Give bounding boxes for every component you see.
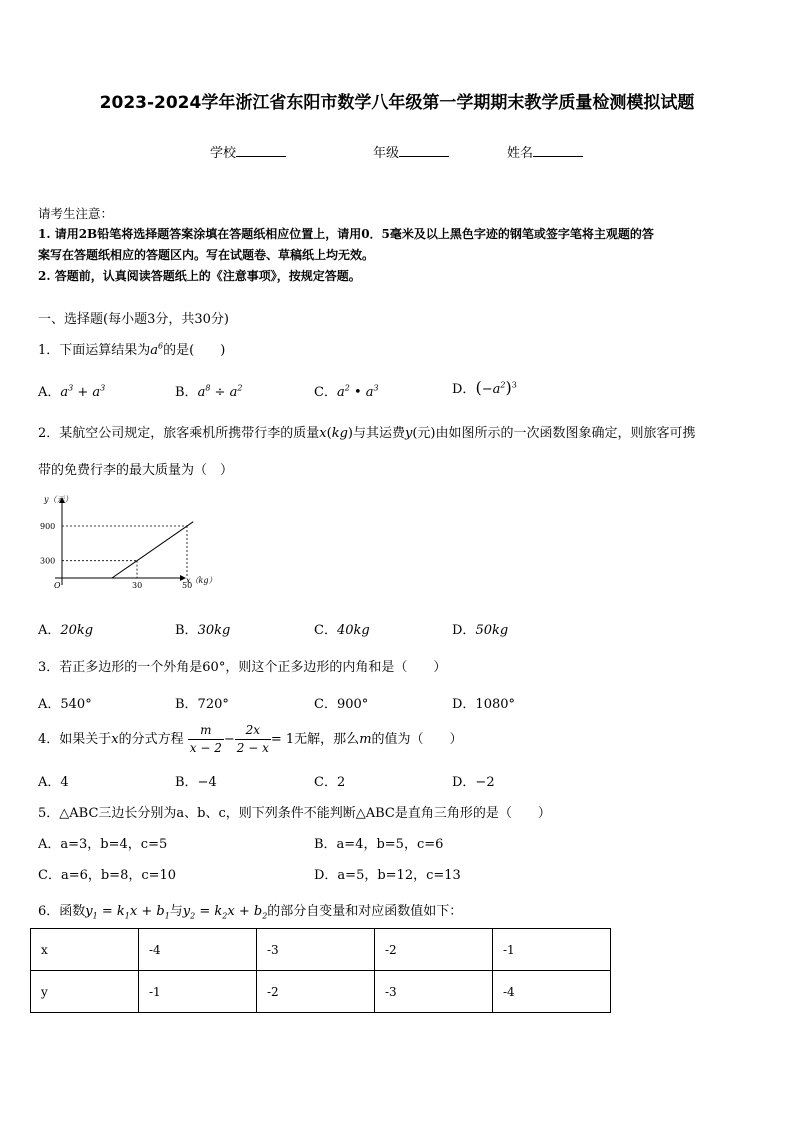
notice-item-2: 2. 答题前，认真阅读答题纸上的《注意事项》，按规定答题。: [38, 269, 361, 283]
question-1-option-a[interactable]: A．$a^3 + a^3$: [38, 383, 106, 400]
notice-item-1-line-1: 1. 请用2B铅笔将选择题答案涂填在答题纸相应位置上，请用0．5毫米及以上黑色字迹的钢笔或签字笔将主观题的答: [38, 227, 654, 241]
freight-chart: [40, 490, 230, 600]
question-4-option-c[interactable]: C．2: [314, 775, 346, 790]
table-cell: x: [31, 929, 139, 971]
question-3-option-a[interactable]: A．540°: [38, 697, 92, 712]
question-1-option-d[interactable]: D．$(-a^2)^3$: [452, 378, 517, 397]
question-2-option-a[interactable]: A．20kg: [38, 623, 94, 638]
x-tick-label: 30: [132, 581, 143, 590]
question-2-option-d[interactable]: D．50kg: [452, 623, 509, 638]
question-2-line-1: 2．某航空公司规定，旅客乘机所携带行李的质量x(kg)与其运费y(元)由如图所示的一次函数图象确定，则旅客可携: [38, 426, 696, 441]
question-5-stem: 5．△ABC三边长分别为a、b、c，则下列条件不能判断△ABC是直角三角形的是（ ）: [38, 806, 551, 821]
y-axis-label: y（元）: [44, 495, 73, 504]
question-4-option-b[interactable]: B．−4: [175, 775, 217, 790]
name-label: 姓名: [507, 146, 534, 161]
question-6-stem: 6．函数$y_1 = k_1x + b_1$与$y_2 = k_2x + b_2$的部分自变量和对应函数值如下：: [38, 904, 463, 921]
table-cell: -1: [139, 971, 257, 1013]
school-field[interactable]: [210, 142, 286, 161]
function-value-table: [30, 928, 611, 1013]
y-tick-label: 300: [40, 556, 56, 566]
question-5-option-b[interactable]: B．a=4，b=5，c=6: [314, 837, 444, 852]
table-cell: -3: [257, 929, 375, 971]
y-tick-label: 900: [40, 522, 56, 531]
question-4-option-d[interactable]: D．−2: [452, 775, 495, 790]
math-a6: $a^6$: [150, 341, 164, 358]
question-5-option-a[interactable]: A．a=3，b=4，c=5: [38, 837, 168, 852]
table-cell: -4: [493, 971, 611, 1013]
table-cell: -4: [139, 929, 257, 971]
question-5-option-d[interactable]: D．a=5，b=12，c=13: [314, 868, 461, 883]
school-blank[interactable]: [236, 144, 286, 157]
name-field[interactable]: [507, 142, 583, 161]
table-cell: -1: [493, 929, 611, 971]
x-tick-label: 50: [182, 581, 193, 590]
question-4-stem: 4．如果关于x的分式方程 $\frac{m}{x - 2}$ − $\frac{2x}{2 - x}$ = 1无解，那么m的值为（ ）: [38, 723, 463, 755]
table-cell: -2: [375, 929, 493, 971]
question-3-option-c[interactable]: C．900°: [314, 697, 369, 712]
table-cell: y: [31, 971, 139, 1013]
question-3-option-d[interactable]: D．1080°: [452, 697, 516, 712]
table-row: [31, 971, 611, 1013]
fraction-m-over-x-minus-2: $\frac{m}{x - 2}$: [189, 723, 222, 755]
question-3-stem: 3．若正多边形的一个外角是60°，则这个正多边形的内角和是（ ）: [38, 660, 447, 675]
question-2-option-b[interactable]: B．30kg: [175, 623, 231, 638]
page-title: 2023-2024学年浙江省东阳市数学八年级第一学期期末教学质量检测模拟试题: [99, 93, 695, 113]
school-label: 学校: [210, 146, 237, 161]
question-2-option-c[interactable]: C．40kg: [314, 623, 370, 638]
question-1-option-b[interactable]: B．$a^8 \div a^2$: [175, 383, 243, 400]
question-4-option-a[interactable]: A．4: [38, 775, 69, 790]
section-heading: 一、选择题(每小题3分，共30分): [38, 312, 229, 327]
question-1-option-c[interactable]: C．$a^2$ • $a^3$: [314, 383, 379, 400]
question-3-option-b[interactable]: B．720°: [175, 697, 229, 712]
fraction-2x-over-2-minus-x: $\frac{2x}{2 - x}$: [236, 723, 269, 755]
table-cell: -2: [257, 971, 375, 1013]
grade-blank[interactable]: [399, 144, 449, 157]
x-axis-label: x（kg）: [186, 576, 217, 585]
series-line: [112, 522, 193, 578]
notice-item-1-line-2: 案写在答题纸相应的答题区内。写在试题卷、草稿纸上均无效。: [38, 248, 375, 262]
grade-label: 年级: [373, 146, 400, 161]
table-row: [31, 929, 611, 971]
question-1-text-end: 的是( ): [163, 343, 226, 358]
origin-label: O: [54, 581, 61, 590]
table-cell: -3: [375, 971, 493, 1013]
name-blank[interactable]: [533, 144, 583, 157]
question-1-text: 1．下面运算结果为: [38, 343, 151, 358]
question-1-stem: [38, 339, 225, 358]
notice-heading: 请考生注意：: [38, 206, 114, 221]
grade-field[interactable]: [373, 142, 449, 161]
question-5-option-c[interactable]: C．a=6，b=8，c=10: [38, 868, 177, 883]
question-2-line-2: 带的免费行李的最大质量为（ ）: [38, 463, 234, 478]
